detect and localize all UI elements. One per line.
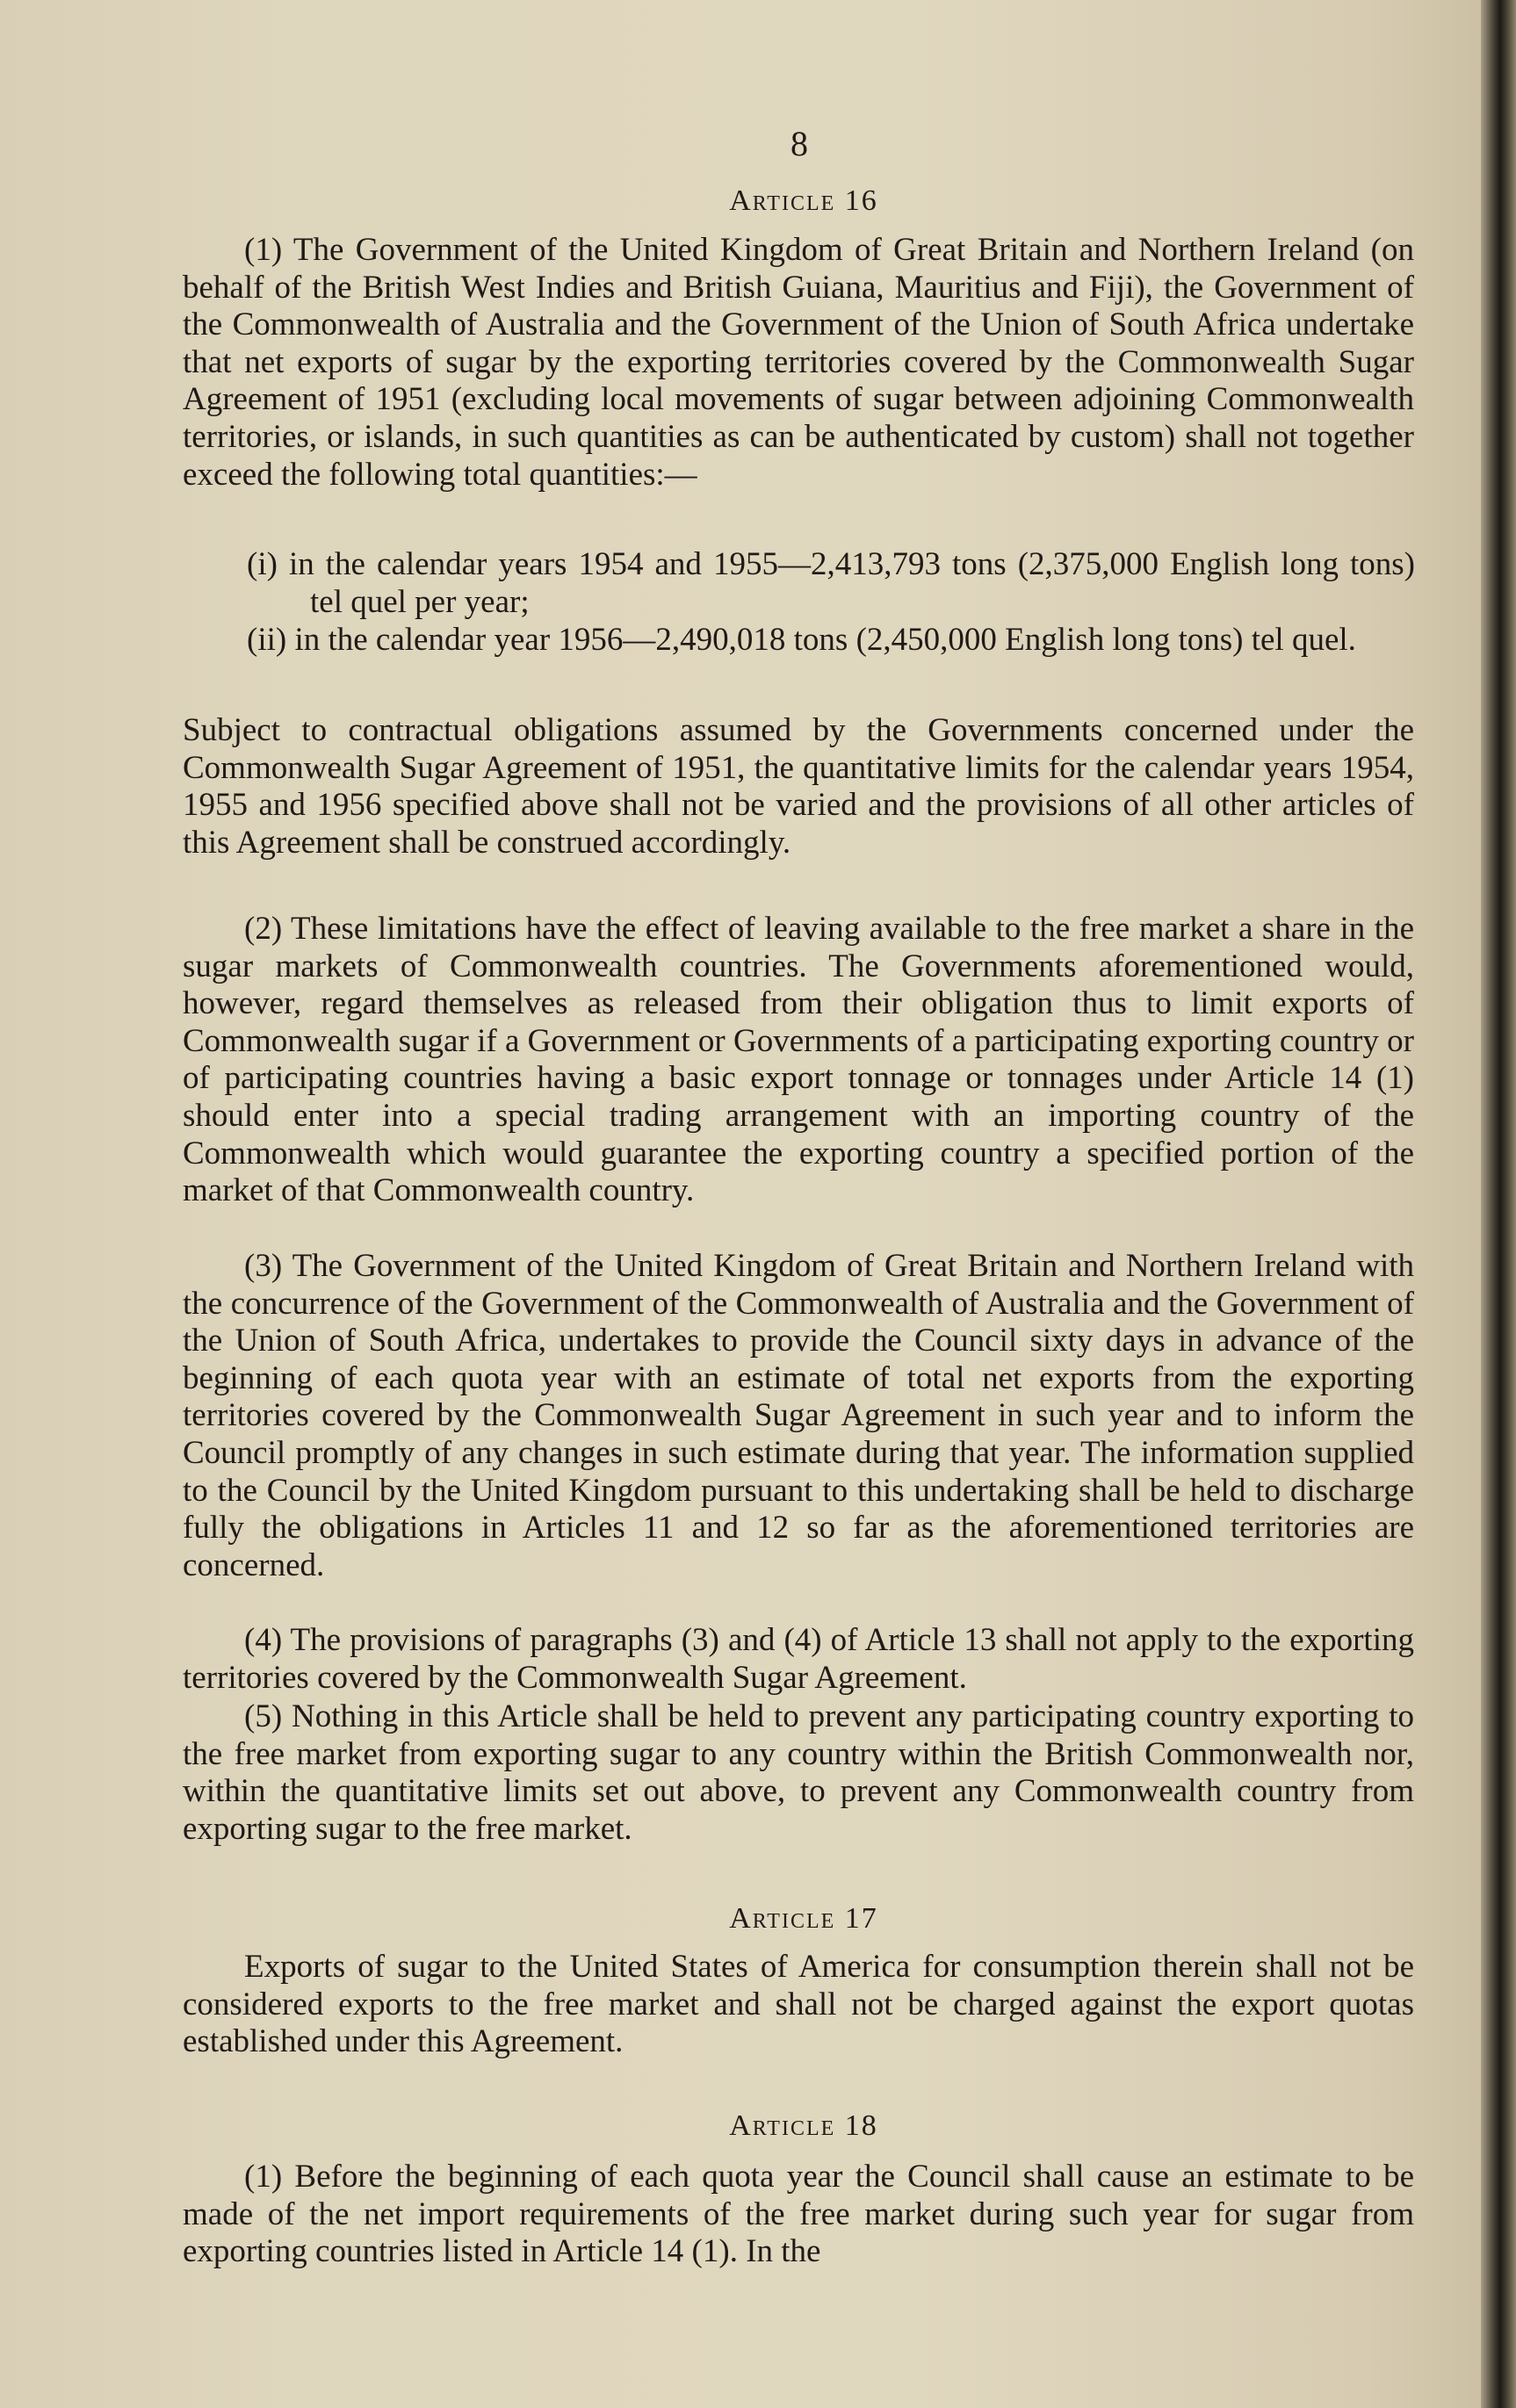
article-16-paragraph-1: (1) The Government of the United Kingdom of Great Britain and Northern Ireland (on behalf of the British West Indies and British Guiana, Mauritius and Fiji), the Government of the Commonwealth of Australia and the Government of the Union of South Africa undertake that net exports of sugar by the exporting territories covered by the Commonwealth Sugar Agreement of 1951 (excluding local movements of sugar between adjoining Commonwealth territories, or islands, in such quantities as can be authenticated by custom) shall not together exceed the following total quantities:—: [183, 232, 1414, 493]
page-number: 8: [790, 124, 808, 163]
article-16-item-ii: (ii) in the calendar year 1956—2,490,018 tons (2,450,000 English long tons) tel quel.: [247, 622, 1356, 658]
article-16-paragraph-3: (3) The Government of the United Kingdom of Great Britain and Northern Ireland with the concurrence of the Government of the Commonwealth of Australia and the Government of the Union of South Africa, undertakes to provide the Council sixty days in advance of the beginning of each quota year with an estimate of total net exports from the exporting territories covered by the Commonwealth Sugar Agreement in such year and to inform the Council promptly of any changes in such estimate during that year. The information supplied to the Council by the United Kingdom pursuant to this undertaking shall be held to discharge fully the obligations in Articles 11 and 12 so far as the aforementioned territories are concerned.: [183, 1248, 1414, 1583]
article-16-heading: Article 16: [729, 184, 878, 217]
article-18-heading: Article 18: [729, 2109, 878, 2142]
article-16-subject-paragraph: Subject to contractual obligations assumed by the Governments concerned under the Commonwealth Sugar Agreement of 1951, the quantitative limits for the calendar years 1954, 1955 and 1956 specified above shall not be varied and the provisions of all other articles of this Agreement shall be construed accordingly.: [183, 712, 1414, 861]
article-17-heading: Article 17: [729, 1902, 878, 1935]
article-16-paragraph-2: (2) These limitations have the effect of leaving available to the free market a share in the sugar markets of Commonwealth countries. The Governments aforementioned would, however, regard themselves as released from their obligation thus to limit exports of Commonwealth sugar if a Government or Governments of a participating exporting country or of participating countries having a basic export tonnage or tonnages under Article 14 (1) should enter into a special trading arrangement with an importing country of the Commonwealth which would guarantee the exporting country a specified portion of the market of that Commonwealth country.: [183, 911, 1414, 1209]
book-spine: [1481, 0, 1516, 2408]
article-16-paragraph-5: (5) Nothing in this Article shall be held to prevent any participating country exporting to the free market from exporting sugar to any country within the British Commonwealth nor, within the quantitative limits set out above, to prevent any Commonwealth country from exporting sugar to the free market.: [183, 1698, 1414, 1847]
article-18-paragraph-1: (1) Before the beginning of each quota year the Council shall cause an estimate to be made of the net import requirements of the free market during such year for sugar from exporting countries listed in Article 14 (1). In the: [183, 2159, 1414, 2270]
article-16-paragraph-4: (4) The provisions of paragraphs (3) and (4) of Article 13 shall not apply to the exporting territories covered by the Commonwealth Sugar Agreement.: [183, 1622, 1414, 1696]
article-17-paragraph: Exports of sugar to the United States of America for consumption therein shall not be considered exports to the free market and shall not be charged against the export quotas established under this Agreement.: [183, 1949, 1414, 2060]
article-16-item-i: (i) in the calendar years 1954 and 1955—2,413,793 tons (2,375,000 English long tons) tel quel per year;: [247, 546, 1415, 620]
